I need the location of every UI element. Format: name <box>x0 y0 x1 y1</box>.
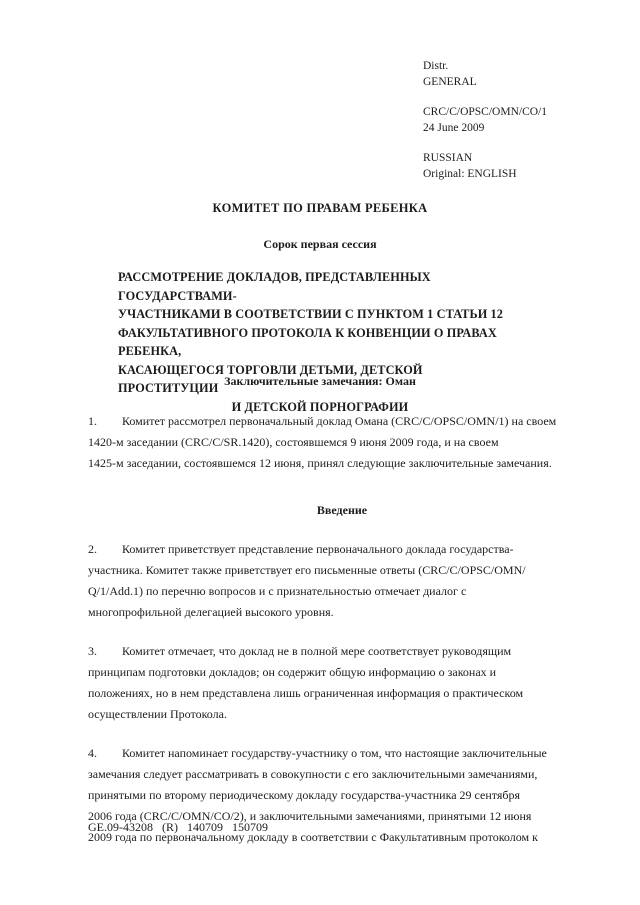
main-title-line: РАССМОТРЕНИЕ ДОКЛАДОВ, ПРЕДСТАВЛЕННЫХ ГОСУДАРСТВАМИ- <box>118 270 431 303</box>
paragraph-text <box>88 641 596 725</box>
paragraph-number: 1. <box>88 414 97 428</box>
paragraph-line: Комитет рассмотрел первоначальный доклад Омана (CRC/C/OPSC/OMN/1) на своем <box>122 414 557 428</box>
paragraph-line: 2006 года (CRC/C/OMN/CO/2), и заключительными замечаниями, принятыми 12 июня <box>88 809 532 823</box>
paragraph-number: 3. <box>88 644 97 658</box>
document-symbol: CRC/C/OPSC/OMN/CO/1 <box>423 106 547 118</box>
paragraph-2 <box>88 539 596 623</box>
main-title-line: И ДЕТСКОЙ ПОРНОГРАФИИ <box>231 399 409 414</box>
paragraph-line: Q/1/Add.1) по перечню вопросов и с признательностью отмечает диалог с <box>88 584 467 598</box>
paragraph-line: замечания следует рассматривать в совокупности с его заключительными замечаниями, <box>88 767 538 781</box>
main-title <box>118 268 522 416</box>
footer-job-number: GE.09-43208 (R) 140709 150709 <box>88 820 268 834</box>
main-title-line: УЧАСТНИКАМИ В СООТВЕТСТВИИ С ПУНКТОМ 1 СТАТЬИ 12 <box>118 307 504 321</box>
main-title-line: ФАКУЛЬТАТИВНОГО ПРОТОКОЛА К КОНВЕНЦИИ О ПРАВАХ РЕБЕНКА, <box>118 325 497 358</box>
paragraph-text <box>88 539 596 623</box>
symbol-group <box>423 104 547 136</box>
paragraph-line: участника. Комитет также приветствует его письменные ответы (CRC/C/OPSC/OMN/ <box>88 563 526 577</box>
paragraph-3 <box>88 641 596 725</box>
paragraph-number: 4. <box>88 746 97 760</box>
paragraph-number: 2. <box>88 542 97 556</box>
subject-line: Заключительные замечания: Оман <box>224 374 416 388</box>
committee-title: КОМИТЕТ ПО ПРАВАМ РЕБЕНКА <box>212 201 428 215</box>
paragraph-line: положениях, но в нем представлена лишь ограниченная информация о практическом <box>88 686 524 700</box>
document-language: RUSSIAN <box>423 152 473 164</box>
session-title: Сорок первая сессия <box>263 237 377 251</box>
document-original-language: Original: ENGLISH <box>423 168 517 180</box>
main-title-line: КАСАЮЩЕГОСЯ ТОРГОВЛИ ДЕТЬМИ, ДЕТСКОЙ ПРОСТИТУЦИИ <box>118 362 423 395</box>
paragraph-line: Комитет приветствует представление первоначального доклада государства- <box>122 542 514 556</box>
paragraph-line: принципам подготовки докладов; он содержит общую информацию о законах и <box>88 665 497 679</box>
document-date: 24 June 2009 <box>423 122 485 134</box>
paragraph-line: 1425-м заседании, состоявшемся 12 июня, принял следующие заключительные замечания. <box>88 456 552 470</box>
paragraph-line: Комитет отмечает, что доклад не в полной мере соответствует руководящим <box>122 644 512 658</box>
paragraph-line: многопрофильной делегацией высокого уровня. <box>88 605 334 619</box>
document-body <box>88 411 596 866</box>
paragraph-line: 1420-м заседании (CRC/C/SR.1420), состоявшемся 9 июня 2009 года, и на своем <box>88 435 499 449</box>
distribution-group <box>423 58 547 90</box>
vertical-spacer <box>88 492 596 500</box>
distribution-header <box>423 58 547 182</box>
paragraph-line: 2009 года по первоначальному докладу в соответствии с Факультативным протоколом к <box>88 830 538 844</box>
paragraph-line: принятыми по второму периодическому докладу государства-участника 29 сентября <box>88 788 520 802</box>
section-heading-introduction: Введение <box>316 503 368 517</box>
distribution-level: GENERAL <box>423 76 477 88</box>
paragraph-line: осуществлении Протокола. <box>88 707 227 721</box>
paragraph-line: Комитет напоминает государству-участнику о том, что настоящие заключительные <box>122 746 547 760</box>
language-group <box>423 150 547 182</box>
paragraph-text <box>88 411 596 474</box>
distribution-label: Distr. <box>423 60 449 72</box>
paragraph-1 <box>88 411 596 474</box>
